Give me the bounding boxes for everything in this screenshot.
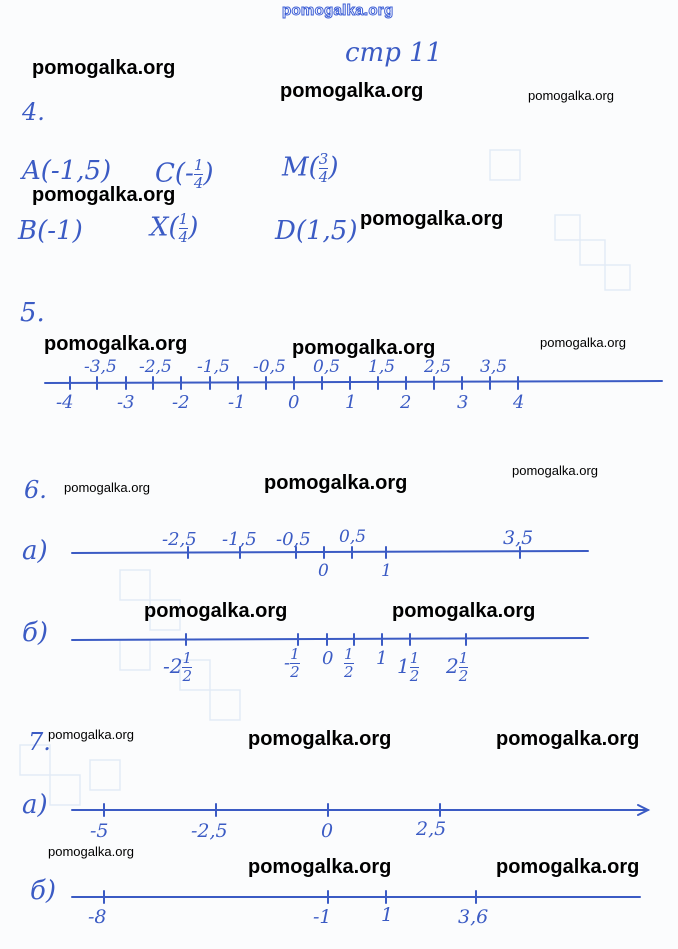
watermark: pomogalka.org [540,335,626,350]
task5-bottom-label: -2 [172,392,190,413]
task5-bottom-label: -1 [228,392,246,413]
task6a-top-label: 0,5 [339,527,367,547]
watermark: pomogalka.org [392,600,536,622]
task6a-top-label: -0,5 [276,529,311,550]
task6b-label: б) [22,618,49,648]
watermark: pomogalka.org [64,480,150,495]
task6b-zero: 0 [322,648,334,669]
task6b-one: 1 [376,648,388,669]
watermark: pomogalka.org [280,80,424,102]
task7b-label: -8 [88,906,107,928]
task5-top-label: 0,5 [313,357,341,377]
task5-bottom-label: 1 [345,392,357,413]
task6b-mixed-number: 2 $\frac{1}{2}$ [446,649,469,685]
task7b-label: -1 [313,906,332,928]
page-reference: стр 11 [345,38,443,68]
point-x-fraction: $\frac{1}{4}$ [178,210,189,246]
watermark: pomogalka.org [32,57,176,79]
task6a-axis [72,551,588,553]
task6-number: 6. [24,476,47,504]
point-b: B(-1) [18,216,83,246]
watermark: pomogalka.org [48,844,134,859]
point-a: A(-1,5) [22,156,112,186]
task6a-top-label: -2,5 [162,529,197,550]
watermark: pomogalka.org [528,88,614,103]
task6b-axis [72,638,588,640]
watermark: pomogalka.org [292,337,436,359]
task7a-label: а) [22,790,48,820]
watermark: pomogalka.org [512,463,598,478]
task6a-label: а) [22,536,48,566]
watermark: pomogalka.org [264,472,408,494]
point-c-prefix: C(- [155,158,194,189]
task5-top-label: -0,5 [253,357,286,377]
task7a-label: 2,5 [416,818,447,840]
task7b-label: 3,6 [458,906,489,928]
task5-top-label: 1,5 [368,357,396,377]
task6b-mixed-number: -2 $\frac{1}{2}$ [163,649,193,685]
watermark: pomogalka.org [248,728,392,750]
task5-top-label: 3,5 [480,357,508,377]
watermark: pomogalka.org [496,856,640,878]
task5-bottom-label: -3 [117,392,135,413]
task5-axis [45,381,662,383]
task7a-label: 0 [321,820,334,842]
watermark: pomogalka.org [360,208,504,230]
task6b-fraction: - $\frac{1}{2}$ [284,645,300,681]
point-c-fraction: $\frac{1}{4}$ [193,156,204,192]
task6b-fraction: $\frac{1}{2}$ [344,645,354,681]
task5-top-label: 2,5 [424,357,452,377]
watermark: pomogalka.org [496,728,640,750]
task7a-label: -5 [90,820,109,842]
point-x: X( $\frac{1}{4}$ ) [150,210,199,246]
watermark-top: pomogalka.org [282,2,394,19]
task5-top-label: -3,5 [84,357,117,377]
watermark: pomogalka.org [44,333,188,355]
point-m-prefix: M( [282,152,319,183]
task6a-bottom-label: 0 [318,561,329,581]
watermark: pomogalka.org [248,856,392,878]
task6b-mixed-number: 1 $\frac{1}{2}$ [397,649,420,685]
task6a-bottom-label: 1 [381,561,392,581]
task5-bottom-label: 2 [400,392,412,413]
task7a-label: -2,5 [191,820,228,842]
task5-bottom-label: 0 [288,392,300,413]
point-m: M( $\frac{3}{4}$ ) [282,150,339,186]
task5-bottom-label: 3 [457,392,469,413]
task5-number: 5. [20,298,45,328]
task5-top-label: -2,5 [139,357,172,377]
task7-number: 7. [28,728,51,756]
point-d: D(1,5) [275,216,358,246]
task6a-top-label: 3,5 [503,527,534,549]
point-m-fraction: $\frac{3}{4}$ [318,150,329,186]
task6a-top-label: -1,5 [222,529,257,550]
point-x-prefix: X( [150,212,179,243]
watermark: pomogalka.org [32,184,176,206]
watermark: pomogalka.org [48,727,134,742]
point-c: C(- $\frac{1}{4}$ ) [155,156,214,192]
task4-number: 4. [22,98,45,126]
watermark: pomogalka.org [144,600,288,622]
task7b-label: 1 [381,904,394,926]
task7b-label: б) [30,876,57,906]
task5-bottom-label: 4 [513,392,525,413]
task5-bottom-label: -4 [56,392,74,413]
task5-top-label: -1,5 [197,357,230,377]
